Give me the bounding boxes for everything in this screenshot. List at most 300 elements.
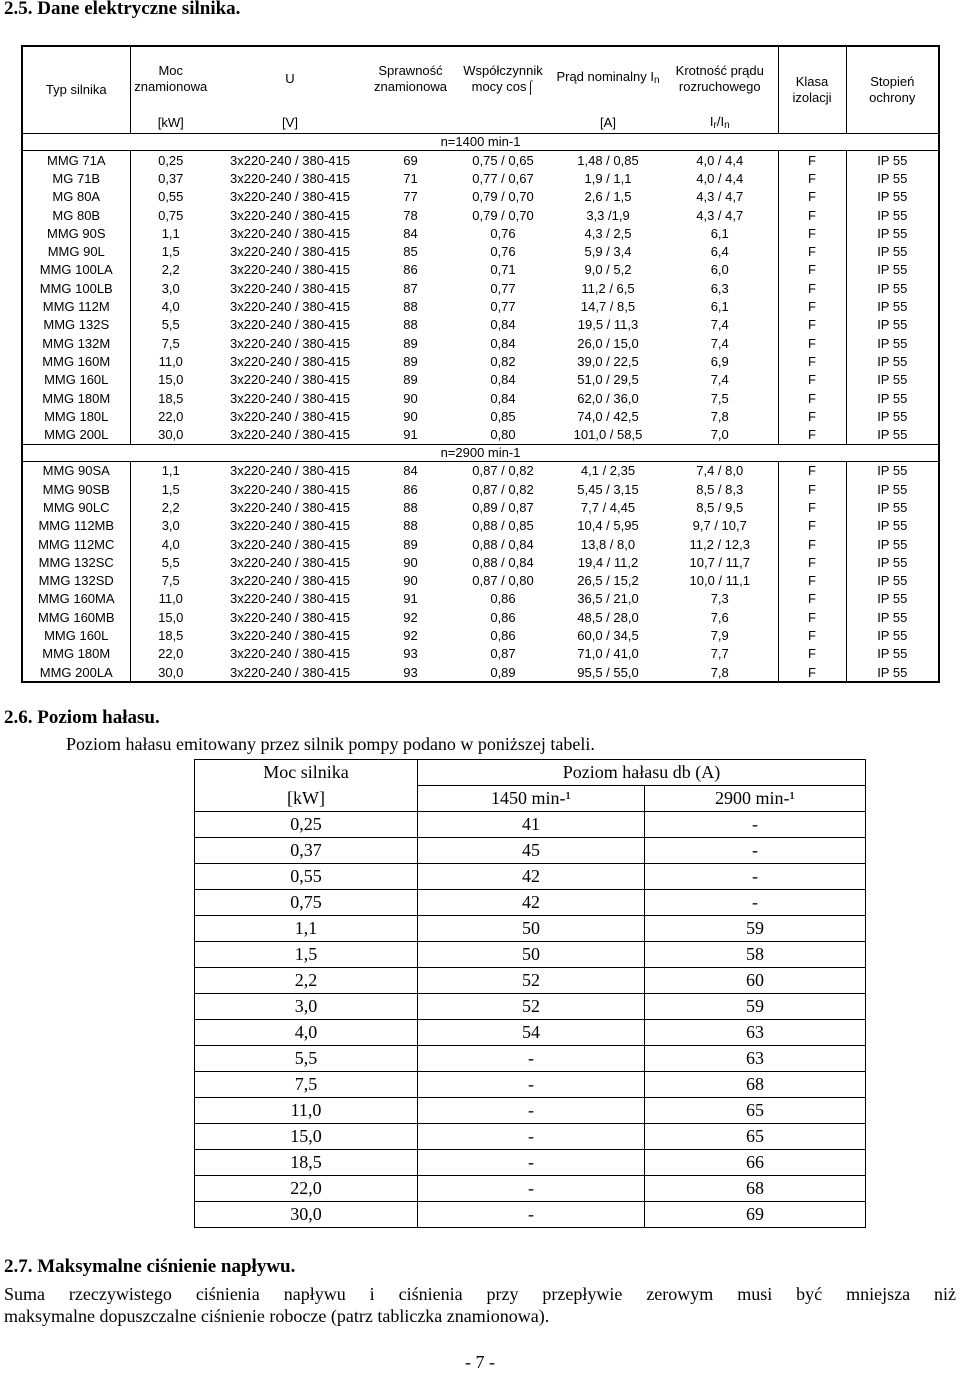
noise-cell-power: 5,5 — [195, 1046, 418, 1072]
cell-power-factor: 0,87 / 0,80 — [472, 573, 534, 589]
cell-starting-ratio: 4,3 / 4,7 — [696, 189, 744, 205]
cell-motor-type: MG 80A — [22, 188, 130, 206]
cell-voltage: 3x220-240 / 380-415 — [230, 646, 350, 662]
noise-cell-level-2900: - — [645, 864, 866, 890]
speed-section-row — [22, 444, 939, 461]
cell-power-factor: 0,86 — [490, 609, 516, 625]
table-row — [195, 1202, 866, 1228]
table-row — [22, 517, 939, 535]
cell-insulation-class: F — [778, 407, 846, 425]
noise-cell-level-1450: - — [418, 1176, 645, 1202]
cell-starting-ratio: 6,0 — [710, 262, 729, 278]
cell-starting-ratio: 4,0 / 4,4 — [696, 170, 744, 186]
cell-rated-power: 2,2 — [161, 499, 180, 515]
noise-cell-level-2900: 65 — [645, 1098, 866, 1124]
table-row — [22, 498, 939, 516]
cell-voltage: 3x220-240 / 380-415 — [230, 170, 350, 186]
cell-motor-type: MMG 160L — [22, 626, 130, 644]
cell-protection-degree: IP 55 — [877, 372, 908, 388]
cell-motor-type: MMG 100LA — [22, 261, 130, 279]
noise-cell-level-2900: - — [645, 838, 866, 864]
electrical-data-table — [21, 45, 940, 683]
cell-power-factor: 0,77 — [490, 299, 516, 315]
cell-starting-ratio: 7,3 — [710, 591, 729, 607]
noise-cell-level-2900: 63 — [645, 1020, 866, 1046]
cell-protection-degree: IP 55 — [877, 481, 908, 497]
cell-protection-degree: IP 55 — [877, 390, 908, 406]
noise-cell-power: 0,25 — [195, 812, 418, 838]
cell-insulation-class: F — [778, 371, 846, 389]
noise-cell-level-1450: 45 — [418, 838, 645, 864]
cell-efficiency: 90 — [403, 390, 418, 406]
speed-section-row — [22, 134, 939, 151]
cell-voltage: 3x220-240 / 380-415 — [230, 518, 350, 534]
cell-motor-type: MMG 200LA — [22, 663, 130, 682]
cell-voltage: 3x220-240 / 380-415 — [230, 463, 350, 479]
cell-insulation-class: F — [778, 572, 846, 590]
cell-starting-ratio: 10,0 / 11,1 — [689, 573, 750, 589]
cell-motor-type: MMG 180M — [22, 389, 130, 407]
cell-protection-degree: IP 55 — [877, 317, 908, 333]
cell-insulation-class: F — [778, 261, 846, 279]
cell-starting-ratio: 11,2 / 12,3 — [689, 536, 750, 552]
cell-efficiency: 89 — [403, 335, 418, 351]
cell-voltage: 3x220-240 / 380-415 — [230, 262, 350, 278]
cell-power-factor: 0,79 / 0,70 — [472, 207, 534, 223]
noise-cell-power: 7,5 — [195, 1072, 418, 1098]
table-row — [195, 994, 866, 1020]
cell-rated-power: 22,0 — [158, 408, 184, 424]
cell-motor-type: MMG 180M — [22, 645, 130, 663]
noise-cell-power: 2,2 — [195, 968, 418, 994]
header-motor-type: Typ silnika — [22, 46, 130, 134]
cell-protection-degree: IP 55 — [877, 609, 908, 625]
cell-voltage: 3x220-240 / 380-415 — [230, 536, 350, 552]
cell-rated-power: 7,5 — [161, 335, 180, 351]
unit-kw: [kW] — [157, 114, 184, 130]
cell-efficiency: 89 — [403, 536, 418, 552]
unit-ratio-sub-n: n — [724, 119, 730, 131]
noise-header-unit: [kW] — [195, 786, 418, 812]
cell-insulation-class: F — [778, 535, 846, 553]
table-row — [195, 916, 866, 942]
cell-starting-ratio: 6,3 — [710, 280, 729, 296]
noise-cell-level-2900: 66 — [645, 1150, 866, 1176]
cell-current: 10,4 / 5,95 — [577, 518, 639, 534]
cell-efficiency: 91 — [403, 591, 418, 607]
noise-cell-level-1450: 52 — [418, 994, 645, 1020]
cell-rated-power: 11,0 — [158, 591, 183, 607]
cell-rated-power: 5,5 — [161, 554, 180, 570]
table-row — [22, 352, 939, 370]
cell-insulation-class: F — [778, 461, 846, 480]
noise-cell-level-1450: - — [418, 1202, 645, 1228]
cell-insulation-class: F — [778, 389, 846, 407]
cell-power-factor: 0,89 / 0,87 — [472, 499, 534, 515]
table-row — [22, 553, 939, 571]
cell-efficiency: 93 — [403, 664, 418, 680]
cell-current: 19,5 / 11,3 — [577, 317, 639, 333]
cell-starting-ratio: 4,3 / 4,7 — [696, 207, 744, 223]
cell-protection-degree: IP 55 — [877, 170, 908, 186]
unit-ratio — [662, 111, 778, 134]
cell-motor-type: MMG 132SC — [22, 553, 130, 571]
cell-protection-degree: IP 55 — [877, 427, 908, 443]
cell-insulation-class: F — [778, 608, 846, 626]
cell-voltage: 3x220-240 / 380-415 — [230, 280, 350, 296]
cell-protection-degree: IP 55 — [877, 335, 908, 351]
cell-voltage: 3x220-240 / 380-415 — [230, 317, 350, 333]
cell-power-factor: 0,89 — [490, 664, 516, 680]
cell-starting-ratio: 7,8 — [710, 664, 729, 680]
table-row — [22, 480, 939, 498]
table-row — [195, 1176, 866, 1202]
cell-power-factor: 0,88 / 0,84 — [472, 554, 534, 570]
table-row — [22, 407, 939, 425]
table-row — [195, 1072, 866, 1098]
cell-current: 11,2 / 6,5 — [581, 280, 635, 296]
noise-cell-level-1450: 54 — [418, 1020, 645, 1046]
header-efficiency: Sprawność znamionowa — [374, 63, 447, 94]
cell-motor-type: MMG 100LB — [22, 279, 130, 297]
unit-v: [V] — [282, 114, 298, 130]
noise-cell-level-2900: - — [645, 812, 866, 838]
cell-voltage: 3x220-240 / 380-415 — [230, 152, 350, 168]
cell-protection-degree: IP 55 — [877, 280, 908, 296]
table-row — [22, 261, 939, 279]
cell-rated-power: 18,5 — [158, 390, 184, 406]
noise-cell-level-1450: 42 — [418, 864, 645, 890]
cell-current: 51,0 / 29,5 — [577, 372, 639, 388]
header-starting-ratio: Krotność prądu rozruchowego — [675, 63, 764, 94]
cell-protection-degree: IP 55 — [877, 518, 908, 534]
cell-rated-power: 30,0 — [158, 427, 184, 443]
table-row — [22, 188, 939, 206]
cell-rated-power: 18,5 — [158, 628, 184, 644]
cell-power-factor: 0,77 — [490, 280, 516, 296]
noise-cell-level-1450: 50 — [418, 916, 645, 942]
table-row — [22, 389, 939, 407]
cell-rated-power: 11,0 — [158, 353, 183, 369]
cell-efficiency: 93 — [403, 646, 418, 662]
cell-motor-type: MMG 160MB — [22, 608, 130, 626]
noise-cell-power: 1,5 — [195, 942, 418, 968]
cell-efficiency: 84 — [403, 225, 418, 241]
noise-cell-level-1450: - — [418, 1072, 645, 1098]
cell-motor-type: MMG 132M — [22, 334, 130, 352]
cell-voltage: 3x220-240 / 380-415 — [230, 481, 350, 497]
cell-rated-power: 3,0 — [161, 518, 180, 534]
noise-intro-text: Poziom hałasu emitowany przez silnik pompy podano w poniższej tabeli. — [66, 734, 595, 754]
cell-power-factor: 0,71 — [490, 262, 516, 278]
cell-current: 14,7 / 8,5 — [580, 299, 636, 315]
noise-cell-power: 3,0 — [195, 994, 418, 1020]
cell-rated-power: 30,0 — [158, 664, 184, 680]
cell-power-factor: 0,75 / 0,65 — [472, 152, 534, 168]
cell-protection-degree: IP 55 — [877, 664, 908, 680]
cell-current: 60,0 / 34,5 — [577, 628, 639, 644]
cell-insulation-class: F — [778, 590, 846, 608]
pressure-text-line1: Suma rzeczywistego ciśnienia napływu i ciśnienia przy przepływie zerowym musi być mniejsza niż — [4, 1284, 956, 1304]
table-row — [195, 812, 866, 838]
cell-protection-degree: IP 55 — [877, 244, 908, 260]
header-protection-degree: Stopień ochrony — [869, 74, 916, 105]
cell-power-factor: 0,87 — [490, 646, 516, 662]
cell-rated-power: 4,0 — [161, 299, 180, 315]
noise-cell-level-1450: 52 — [418, 968, 645, 994]
cell-starting-ratio: 6,4 — [710, 244, 729, 260]
cell-rated-power: 3,0 — [161, 280, 180, 296]
cell-insulation-class: F — [778, 279, 846, 297]
cell-power-factor: 0,77 / 0,67 — [472, 170, 534, 186]
cell-motor-type: MMG 90L — [22, 242, 130, 260]
table-row — [22, 461, 939, 480]
header-power-factor-symbol: ⌠ — [526, 79, 535, 94]
cell-rated-power: 1,1 — [161, 225, 180, 241]
unit-ratio-sep: /I — [716, 113, 725, 129]
cell-motor-type: MMG 132S — [22, 316, 130, 334]
cell-power-factor: 0,88 / 0,84 — [472, 536, 534, 552]
cell-rated-power: 5,5 — [161, 317, 180, 333]
cell-efficiency: 90 — [403, 554, 418, 570]
cell-efficiency: 86 — [403, 481, 418, 497]
cell-power-factor: 0,84 — [490, 390, 516, 406]
cell-motor-type: MMG 90SA — [22, 461, 130, 480]
cell-insulation-class: F — [778, 626, 846, 644]
noise-cell-power: 1,1 — [195, 916, 418, 942]
table-row — [195, 1124, 866, 1150]
cell-efficiency: 69 — [403, 152, 418, 168]
header-rated-power: Moc znamionowa — [134, 63, 208, 94]
table-row — [22, 645, 939, 663]
cell-starting-ratio: 7,6 — [710, 609, 729, 625]
cell-voltage: 3x220-240 / 380-415 — [230, 335, 350, 351]
cell-current: 1,48 / 0,85 — [577, 152, 639, 168]
cell-starting-ratio: 7,4 — [710, 317, 729, 333]
noise-cell-level-2900: 63 — [645, 1046, 866, 1072]
table-row — [195, 942, 866, 968]
cell-motor-type: MMG 90LC — [22, 498, 130, 516]
table-row — [195, 968, 866, 994]
cell-protection-degree: IP 55 — [877, 554, 908, 570]
cell-current: 26,0 / 15,0 — [577, 335, 639, 351]
section-title-electrical: 2.5. Dane elektryczne silnika. — [4, 0, 241, 19]
cell-starting-ratio: 7,4 — [710, 335, 729, 351]
table-row — [22, 169, 939, 187]
cell-insulation-class: F — [778, 498, 846, 516]
cell-protection-degree: IP 55 — [877, 536, 908, 552]
cell-current: 36,5 / 21,0 — [577, 591, 639, 607]
cell-starting-ratio: 9,7 / 10,7 — [692, 518, 747, 534]
noise-cell-level-2900: 68 — [645, 1176, 866, 1202]
cell-voltage: 3x220-240 / 380-415 — [230, 628, 350, 644]
table-row — [22, 279, 939, 297]
cell-protection-degree: IP 55 — [877, 573, 908, 589]
cell-power-factor: 0,76 — [490, 244, 516, 260]
cell-current: 19,4 / 11,2 — [577, 554, 639, 570]
cell-motor-type: MMG 71A — [22, 151, 130, 170]
noise-cell-level-2900: 68 — [645, 1072, 866, 1098]
cell-power-factor: 0,88 / 0,85 — [472, 518, 534, 534]
cell-efficiency: 92 — [403, 609, 418, 625]
cell-rated-power: 0,37 — [158, 170, 184, 186]
cell-insulation-class: F — [778, 151, 846, 170]
cell-current: 48,5 / 28,0 — [577, 609, 639, 625]
cell-efficiency: 88 — [403, 499, 418, 515]
cell-starting-ratio: 8,5 / 8,3 — [696, 481, 744, 497]
cell-motor-type: MMG 160MA — [22, 590, 130, 608]
cell-voltage: 3x220-240 / 380-415 — [230, 573, 350, 589]
cell-rated-power: 1,5 — [161, 244, 180, 260]
noise-cell-power: 11,0 — [195, 1098, 418, 1124]
cell-protection-degree: IP 55 — [877, 408, 908, 424]
noise-level-body — [195, 812, 866, 1228]
cell-insulation-class: F — [778, 169, 846, 187]
noise-level-table — [194, 759, 866, 1228]
noise-header-2900: 2900 min-¹ — [645, 786, 866, 812]
cell-efficiency: 92 — [403, 628, 418, 644]
cell-efficiency: 88 — [403, 299, 418, 315]
cell-motor-type: MMG 112MB — [22, 517, 130, 535]
cell-current: 101,0 / 58,5 — [573, 427, 643, 443]
cell-protection-degree: IP 55 — [877, 189, 908, 205]
header-power-factor-label: Współczynnik mocy cos — [463, 63, 543, 94]
noise-cell-power: 0,75 — [195, 890, 418, 916]
table-row — [22, 535, 939, 553]
cell-power-factor: 0,86 — [490, 591, 516, 607]
noise-cell-level-2900: 59 — [645, 916, 866, 942]
cell-protection-degree: IP 55 — [877, 646, 908, 662]
noise-cell-power: 22,0 — [195, 1176, 418, 1202]
noise-cell-level-2900: - — [645, 890, 866, 916]
noise-cell-level-1450: 50 — [418, 942, 645, 968]
noise-header-1450: 1450 min-¹ — [418, 786, 645, 812]
cell-starting-ratio: 7,8 — [710, 408, 729, 424]
cell-motor-type: MMG 160L — [22, 371, 130, 389]
header-insulation-class: Klasa izolacji — [778, 46, 846, 134]
cell-voltage: 3x220-240 / 380-415 — [230, 372, 350, 388]
speed-section-label-1400: n=1400 min-1 — [22, 134, 939, 151]
cell-efficiency: 86 — [403, 262, 418, 278]
cell-starting-ratio: 6,1 — [710, 299, 729, 315]
noise-cell-power: 0,37 — [195, 838, 418, 864]
cell-voltage: 3x220-240 / 380-415 — [230, 609, 350, 625]
cell-protection-degree: IP 55 — [877, 628, 908, 644]
cell-motor-type: MMG 112M — [22, 297, 130, 315]
speed-section-label-2900: n=2900 min-1 — [22, 444, 939, 461]
cell-voltage: 3x220-240 / 380-415 — [230, 390, 350, 406]
cell-protection-degree: IP 55 — [877, 499, 908, 515]
pressure-text-line2: maksymalne dopuszczalne ciśnienie robocze (patrz tabliczka znamionowa). — [4, 1306, 550, 1326]
cell-starting-ratio: 7,5 — [710, 390, 729, 406]
cell-efficiency: 91 — [403, 427, 418, 443]
cell-insulation-class: F — [778, 242, 846, 260]
cell-efficiency: 89 — [403, 372, 418, 388]
cell-motor-type: MMG 180L — [22, 407, 130, 425]
cell-starting-ratio: 8,5 / 9,5 — [696, 499, 744, 515]
cell-insulation-class: F — [778, 645, 846, 663]
cell-starting-ratio: 7,4 — [710, 372, 729, 388]
table-row — [22, 151, 939, 170]
noise-cell-power: 30,0 — [195, 1202, 418, 1228]
unit-a: [A] — [600, 114, 616, 130]
table-row — [195, 890, 866, 916]
cell-motor-type: MMG 90SB — [22, 480, 130, 498]
header-current — [554, 46, 662, 111]
table-row — [195, 1150, 866, 1176]
cell-protection-degree: IP 55 — [877, 591, 908, 607]
cell-voltage: 3x220-240 / 380-415 — [230, 225, 350, 241]
cell-voltage: 3x220-240 / 380-415 — [230, 664, 350, 680]
table-row — [22, 297, 939, 315]
cell-motor-type: MMG 132SD — [22, 572, 130, 590]
noise-cell-level-1450: 41 — [418, 812, 645, 838]
cell-starting-ratio: 7,7 — [710, 646, 729, 662]
cell-protection-degree: IP 55 — [877, 207, 908, 223]
cell-insulation-class: F — [778, 553, 846, 571]
noise-cell-power: 18,5 — [195, 1150, 418, 1176]
cell-insulation-class: F — [778, 297, 846, 315]
cell-starting-ratio: 7,4 / 8,0 — [696, 463, 744, 479]
table-row — [22, 663, 939, 682]
cell-power-factor: 0,85 — [490, 408, 516, 424]
section-title-pressure: 2.7. Maksymalne ciśnienie napływu. — [4, 1256, 296, 1277]
cell-insulation-class: F — [778, 663, 846, 682]
cell-current: 39,0 / 22,5 — [577, 353, 639, 369]
cell-current: 74,0 / 42,5 — [577, 408, 639, 424]
noise-cell-level-2900: 65 — [645, 1124, 866, 1150]
cell-efficiency: 85 — [403, 244, 418, 260]
noise-cell-level-2900: 58 — [645, 942, 866, 968]
cell-rated-power: 7,5 — [161, 573, 180, 589]
cell-starting-ratio: 6,1 — [710, 225, 729, 241]
cell-protection-degree: IP 55 — [877, 225, 908, 241]
cell-current: 2,6 / 1,5 — [584, 189, 632, 205]
cell-efficiency: 89 — [403, 353, 418, 369]
cell-motor-type: MMG 90S — [22, 224, 130, 242]
cell-efficiency: 88 — [403, 518, 418, 534]
noise-cell-power: 15,0 — [195, 1124, 418, 1150]
table-row — [195, 1020, 866, 1046]
table-row — [22, 242, 939, 260]
electrical-data-body — [22, 134, 939, 683]
table-row — [22, 206, 939, 224]
header-voltage: U — [285, 71, 295, 86]
cell-insulation-class: F — [778, 517, 846, 535]
cell-efficiency: 87 — [403, 280, 418, 296]
cell-power-factor: 0,84 — [490, 372, 516, 388]
cell-motor-type: MG 71B — [22, 169, 130, 187]
cell-rated-power: 0,55 — [158, 189, 184, 205]
cell-current: 4,1 / 2,35 — [580, 463, 636, 479]
cell-protection-degree: IP 55 — [877, 152, 908, 168]
cell-current: 3,3 /1,9 — [586, 207, 630, 223]
unit-ratio-sub-r: r — [713, 119, 717, 131]
cell-voltage: 3x220-240 / 380-415 — [230, 299, 350, 315]
cell-insulation-class: F — [778, 206, 846, 224]
cell-voltage: 3x220-240 / 380-415 — [230, 554, 350, 570]
cell-current: 1,9 / 1,1 — [584, 170, 632, 186]
cell-rated-power: 2,2 — [161, 262, 180, 278]
cell-efficiency: 71 — [403, 170, 418, 186]
cell-motor-type: MG 80B — [22, 206, 130, 224]
cell-insulation-class: F — [778, 316, 846, 334]
cell-starting-ratio: 7,9 — [710, 628, 729, 644]
cell-efficiency: 77 — [403, 189, 418, 205]
cell-rated-power: 0,25 — [158, 152, 184, 168]
cell-voltage: 3x220-240 / 380-415 — [230, 189, 350, 205]
cell-voltage: 3x220-240 / 380-415 — [230, 244, 350, 260]
